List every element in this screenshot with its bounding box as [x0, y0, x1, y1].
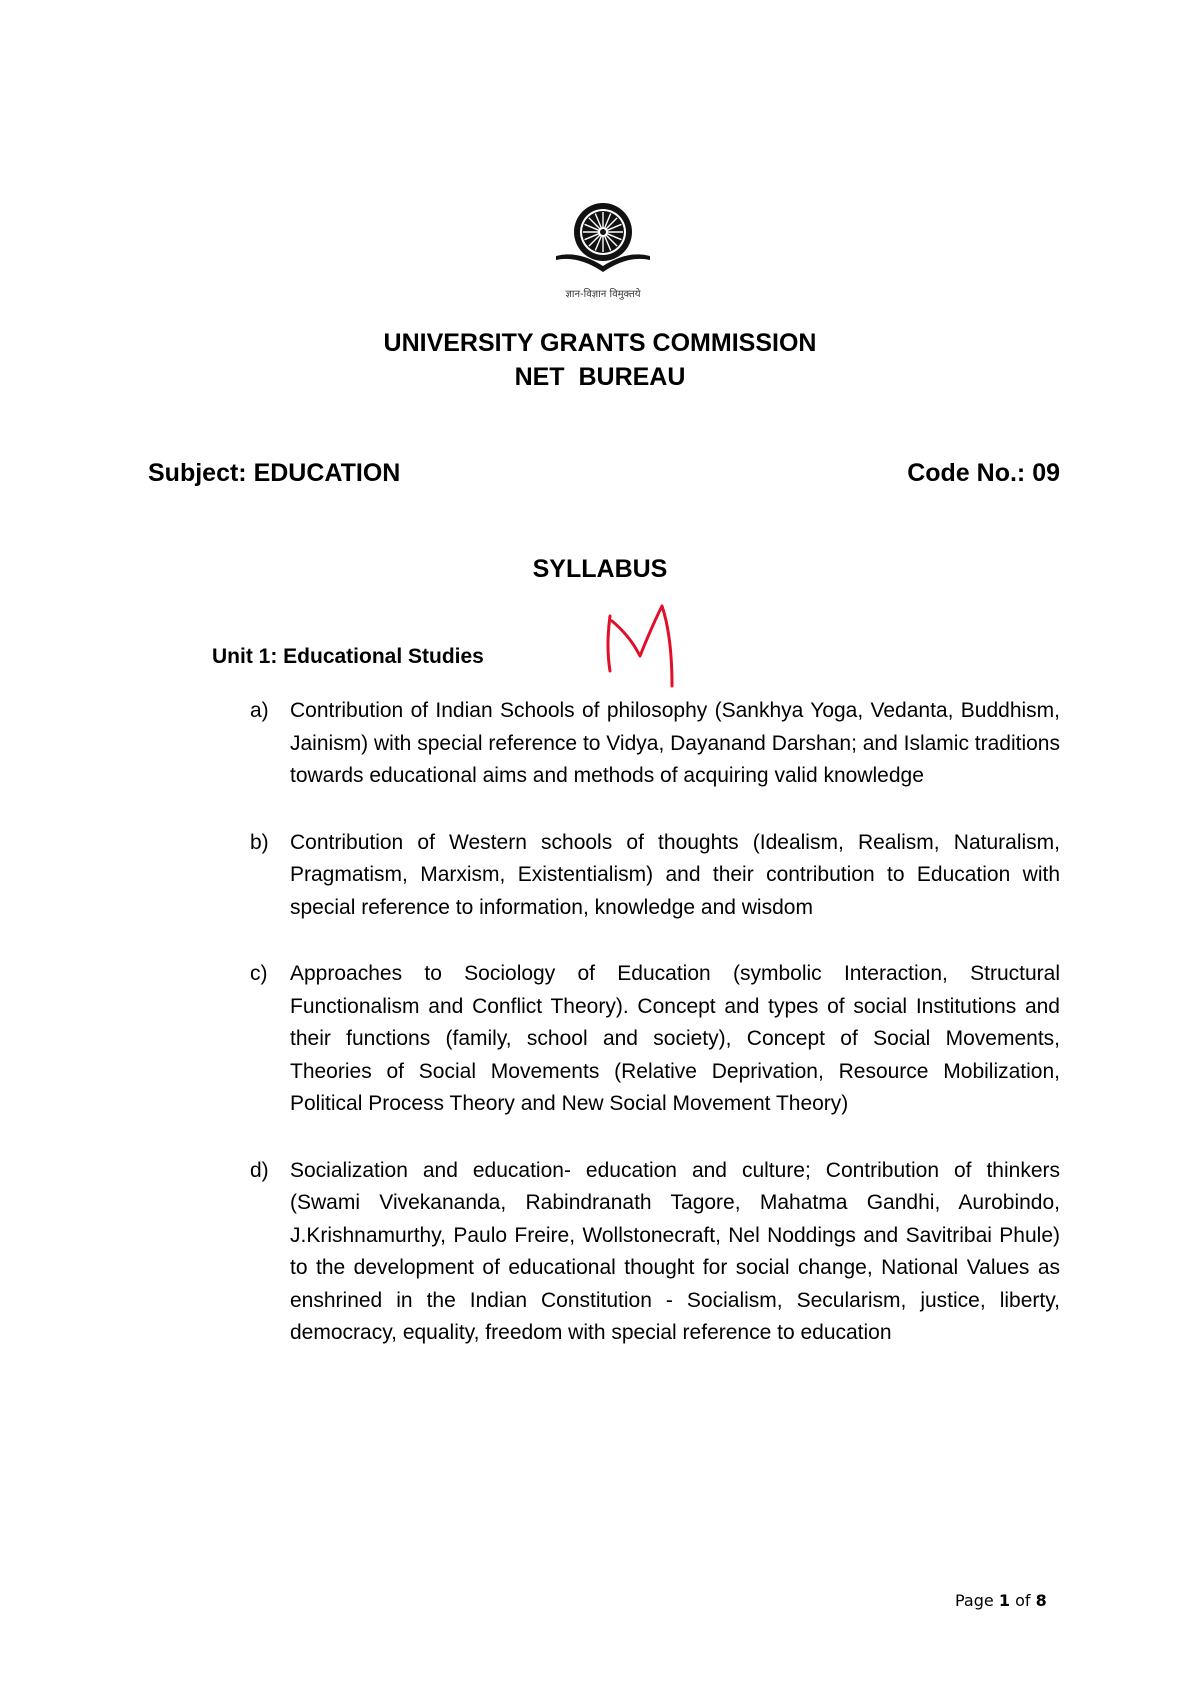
bureau-name: NET BUREAU: [514, 363, 686, 391]
item-text: Contribution of Indian Schools of philosophy (Sankhya Yoga, Vedanta, Buddhism, Jainism) with special reference to Vidya, Dayanand Darshan; and Islamic traditions towards educational aims and methods of acquiring valid knowledge: [290, 699, 1060, 787]
page-total: 8: [1035, 1591, 1047, 1610]
unit-title: Unit 1: Educational Studies: [212, 645, 484, 668]
page-current: 1: [998, 1591, 1010, 1610]
code-number: Code No.: 09: [907, 459, 1060, 487]
unit-items-list: [250, 695, 1060, 1384]
item-marker: b): [250, 830, 269, 854]
organization-name: UNIVERSITY GRANTS COMMISSION: [383, 329, 817, 357]
list-item: [250, 1155, 1060, 1350]
item-text: Contribution of Western schools of thoughts (Idealism, Realism, Naturalism, Pragmatism, Marxism, Existentialism) and their contribution to Education with special reference to information, knowledge and wisdom: [290, 830, 1060, 919]
wheel-book-emblem-icon: [548, 200, 658, 280]
item-marker: c): [250, 962, 268, 985]
item-text: Approaches to Sociology of Education (symbolic Interaction, Structural Functionalism and Conflict Theory). Concept and types of social Institutions and their functions (family, school and society), Concept of Social Movements, Theories of Social Movements (Relative Deprivation, Resource Mobilization, Political Process Theory and New Social Movement Theory): [290, 962, 1060, 1115]
subject-label: Subject: EDUCATION: [148, 459, 401, 487]
list-item: [250, 827, 1060, 925]
ugc-emblem-icon: [548, 200, 658, 300]
list-item: [250, 958, 1060, 1121]
of-word: of: [1015, 1591, 1031, 1610]
page-word: Page: [955, 1591, 994, 1610]
subject-row: [148, 459, 1060, 488]
item-marker: a): [250, 699, 269, 722]
handwritten-m-mark-icon: [600, 596, 720, 696]
syllabus-heading: SYLLABUS: [532, 555, 668, 583]
emblem-motto: ज्ञान-विज्ञान विमुक्तये: [565, 289, 641, 300]
page-number: [955, 1591, 1047, 1610]
item-marker: d): [250, 1158, 269, 1182]
item-text: Socialization and education- education and culture; Contribution of thinkers (Swami Vivekananda, Rabindranath Tagore, Mahatma Gandhi, Aurobindo, J.Krishnamurthy, Paulo Freire, Wollstonecraft, Nel Noddings and Savitribai Phule) to the development of educational thought for social change, National Values as enshrined in the Indian Constitution - Socialism, Secularism, justice, liberty, democracy, equality, freedom with special reference to education: [290, 1158, 1060, 1344]
list-item: [250, 695, 1060, 793]
